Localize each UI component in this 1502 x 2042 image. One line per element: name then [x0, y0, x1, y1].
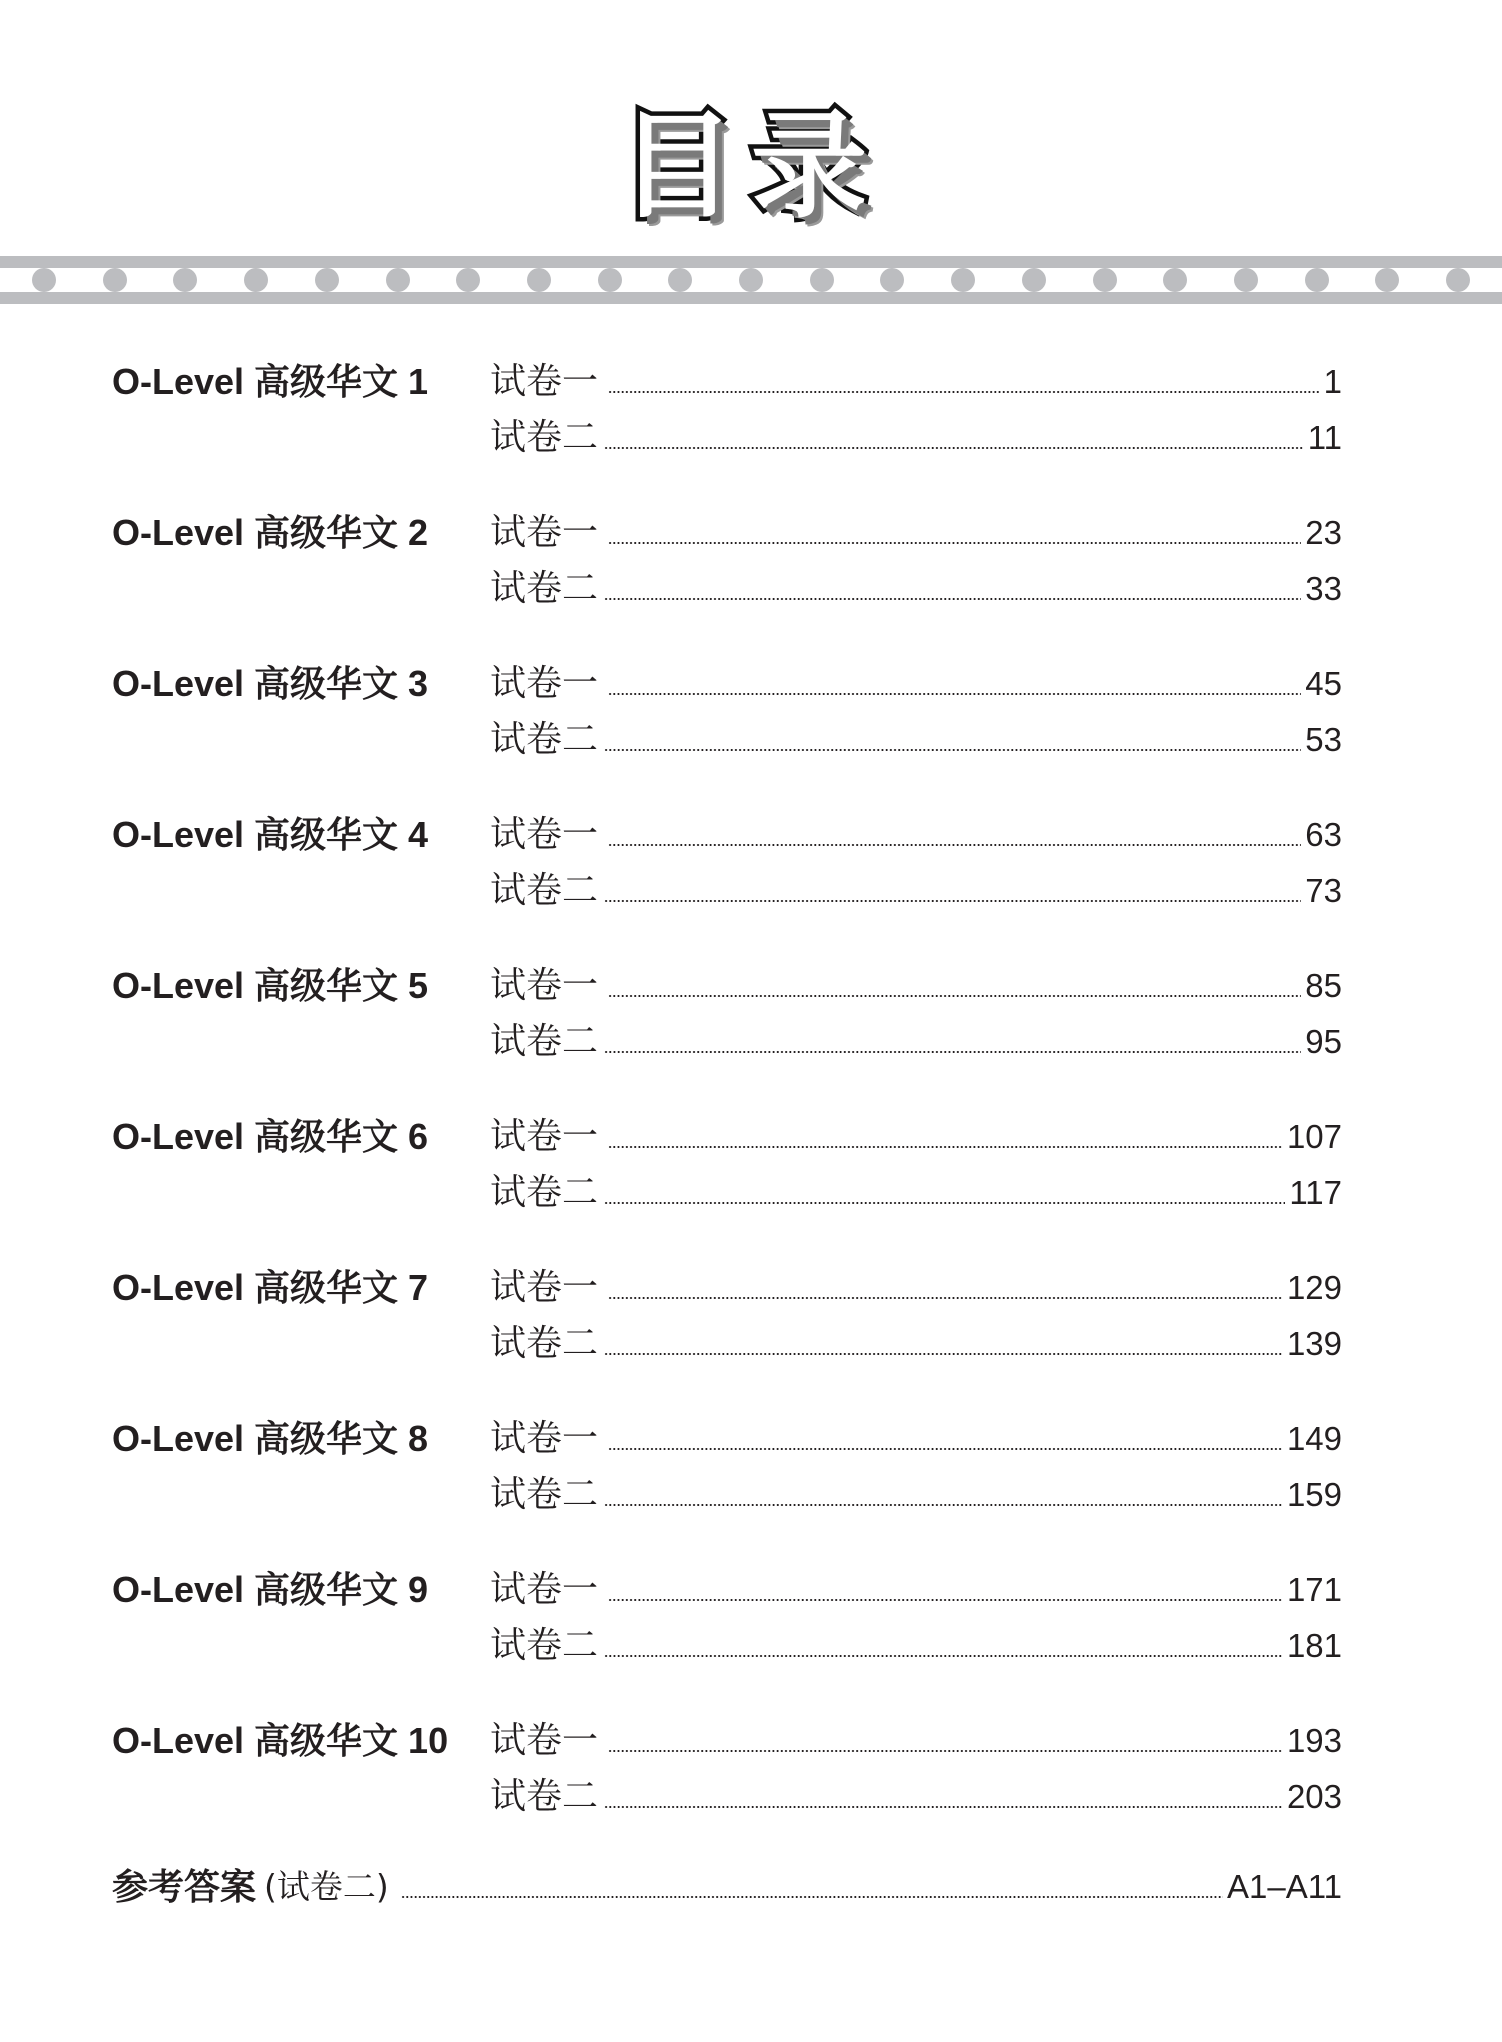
decorative-dot [527, 268, 551, 292]
dot-leader [604, 1353, 1283, 1355]
toc-group-label: O-Level 高级华文 2 [112, 512, 429, 553]
toc-group-label: O-Level 高级华文 3 [112, 663, 429, 704]
toc-entry[interactable] [490, 1419, 1342, 1459]
dot-leader [608, 542, 1301, 544]
toc-entry[interactable] [490, 1268, 1342, 1308]
toc-entry-page: 117 [1289, 1174, 1342, 1211]
decorative-dot [1093, 268, 1117, 292]
dot-leader [608, 1297, 1283, 1299]
toc-entry-page: 203 [1286, 1778, 1342, 1815]
decorative-dot-row [0, 268, 1502, 292]
toc-entry-page: 139 [1286, 1325, 1342, 1362]
toc-answers-entry[interactable] [112, 1866, 1342, 1908]
decorative-dot [315, 268, 339, 292]
toc-entry-paper: 试卷二 [490, 568, 599, 609]
toc-entry-paper: 试卷二 [490, 719, 599, 760]
toc-entry-paper: 试卷二 [490, 870, 599, 911]
dot-leader [604, 598, 1301, 600]
toc-entry-page: 45 [1305, 665, 1342, 702]
dot-leader [608, 1146, 1283, 1148]
toc-entry[interactable] [490, 664, 1342, 704]
toc-entry[interactable] [490, 1173, 1342, 1213]
toc-entry[interactable] [490, 1777, 1342, 1817]
toc-entry-page: 181 [1286, 1627, 1342, 1664]
toc-entry-page: 23 [1305, 514, 1342, 551]
toc-entry-paper: 试卷一 [490, 1569, 599, 1610]
toc-entry-page: 95 [1305, 1023, 1342, 1060]
dot-leader [608, 693, 1301, 695]
answers-page: A1–A11 [1227, 1868, 1342, 1905]
dot-leader [608, 1448, 1283, 1450]
toc-entry-page: 129 [1286, 1269, 1342, 1306]
toc-entry-paper: 试卷一 [490, 512, 599, 553]
dot-leader [604, 749, 1301, 751]
toc-entry-page: 107 [1286, 1118, 1342, 1155]
toc-entry-page: 11 [1307, 419, 1342, 456]
decorative-dot [880, 268, 904, 292]
dot-leader [608, 1750, 1283, 1752]
toc-entry-paper: 试卷二 [490, 417, 599, 458]
toc-entry[interactable] [490, 1324, 1342, 1364]
decorative-dot [386, 268, 410, 292]
dot-leader [604, 1051, 1301, 1053]
toc-entry[interactable] [490, 720, 1342, 760]
decorative-dot [1446, 268, 1470, 292]
dot-leader [608, 844, 1301, 846]
toc-entry-page: 171 [1286, 1571, 1342, 1608]
toc-entry-page: 159 [1286, 1476, 1342, 1513]
toc-entry-paper: 试卷一 [490, 663, 599, 704]
toc-entry[interactable] [490, 815, 1342, 855]
toc-entry-page: 63 [1305, 816, 1342, 853]
decorative-dot [739, 268, 763, 292]
toc-entry[interactable] [490, 569, 1342, 609]
toc-entry-page: 85 [1305, 967, 1342, 1004]
decorative-dot [951, 268, 975, 292]
decorative-dot [32, 268, 56, 292]
toc-entry-paper: 试卷一 [490, 1116, 599, 1157]
dot-leader [608, 1599, 1283, 1601]
toc-group-label: O-Level 高级华文 5 [112, 965, 429, 1006]
dot-leader [608, 995, 1301, 997]
decorative-dot [103, 268, 127, 292]
decorative-dot [668, 268, 692, 292]
decorative-dot [1375, 268, 1399, 292]
toc-entry-paper: 试卷二 [490, 1323, 599, 1364]
toc-entry-paper: 试卷二 [490, 1172, 599, 1213]
toc-group-label: O-Level 高级华文 1 [112, 361, 429, 402]
decorative-dot [173, 268, 197, 292]
toc-group-label: O-Level 高级华文 4 [112, 814, 429, 855]
toc-group-label: O-Level 高级华文 10 [112, 1720, 449, 1761]
toc-entry[interactable] [490, 1022, 1342, 1062]
toc-entry-paper: 试卷一 [490, 1418, 599, 1459]
toc-group-label: O-Level 高级华文 7 [112, 1267, 429, 1308]
toc-entry[interactable] [490, 1117, 1342, 1157]
toc-entry-paper: 试卷二 [490, 1625, 599, 1666]
toc-entry[interactable] [490, 1570, 1342, 1610]
toc-entry[interactable] [490, 513, 1342, 553]
toc-entry-paper: 试卷一 [490, 814, 599, 855]
decorative-dot [456, 268, 480, 292]
toc-entry[interactable] [490, 418, 1342, 458]
toc-entry[interactable] [490, 1626, 1342, 1666]
decorative-dot [1305, 268, 1329, 292]
answers-label: 参考答案 [112, 1866, 257, 1907]
toc-entry-page: 33 [1305, 570, 1342, 607]
toc-entry-paper: 试卷二 [490, 1021, 599, 1062]
toc-group-label: O-Level 高级华文 8 [112, 1418, 429, 1459]
toc-entry-page: 73 [1305, 872, 1342, 909]
dot-leader [401, 1896, 1223, 1898]
dot-leader [608, 391, 1320, 393]
dot-leader [604, 1202, 1285, 1204]
toc-entry-paper: 试卷一 [490, 361, 599, 402]
decorative-dot [598, 268, 622, 292]
toc-entry-page: 149 [1286, 1420, 1342, 1457]
decorative-dot [1234, 268, 1258, 292]
toc-group-label: O-Level 高级华文 6 [112, 1116, 429, 1157]
toc-group-label: O-Level 高级华文 9 [112, 1569, 429, 1610]
toc-entry-paper: 试卷一 [490, 965, 599, 1006]
toc-entry[interactable] [490, 1475, 1342, 1515]
decorative-rail-bottom [0, 292, 1502, 304]
decorative-dot [244, 268, 268, 292]
dot-leader [604, 447, 1304, 449]
toc-entry-paper: 试卷二 [490, 1474, 599, 1515]
dot-leader [604, 1806, 1283, 1808]
toc-entry-paper: 试卷二 [490, 1776, 599, 1817]
decorative-dot [1163, 268, 1187, 292]
decorative-dot [1022, 268, 1046, 292]
toc-entry[interactable] [490, 871, 1342, 911]
dot-leader [604, 1504, 1283, 1506]
decorative-rail-top [0, 256, 1502, 268]
toc-entry-page: 1 [1323, 363, 1342, 400]
toc-entry[interactable] [490, 362, 1342, 402]
answers-sub-label: (试卷二) [264, 1867, 389, 1906]
decorative-dot [810, 268, 834, 292]
toc-entry[interactable] [490, 966, 1342, 1006]
page-title: 目录 [619, 99, 883, 234]
dot-leader [604, 900, 1301, 902]
toc-entry-page: 193 [1286, 1722, 1342, 1759]
toc-entry-page: 53 [1305, 721, 1342, 758]
toc-entry-paper: 试卷一 [490, 1720, 599, 1761]
toc-entry-paper: 试卷一 [490, 1267, 599, 1308]
dot-leader [604, 1655, 1283, 1657]
toc-entry[interactable] [490, 1721, 1342, 1761]
